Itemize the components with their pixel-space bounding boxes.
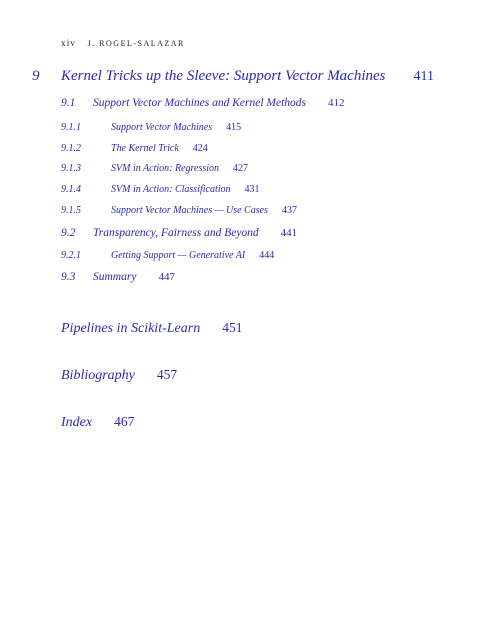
back-matter-page: 451 bbox=[222, 320, 243, 335]
entry-number: 9.1.2 bbox=[61, 143, 81, 154]
entry-title: Summary bbox=[93, 271, 137, 283]
back-matter-title: Bibliography bbox=[61, 368, 135, 383]
entry-number: 9.2 bbox=[61, 227, 76, 239]
entry-title: SVM in Action: Classification bbox=[111, 184, 231, 195]
entry-page: 427 bbox=[233, 163, 249, 174]
toc-chapter-9[interactable] bbox=[32, 68, 434, 85]
toc-back-matter[interactable] bbox=[61, 320, 242, 337]
toc-entry[interactable] bbox=[61, 143, 208, 154]
entry-title: Support Vector Machines — Use Cases bbox=[111, 205, 268, 216]
chapter-page: 411 bbox=[413, 69, 434, 84]
toc-entry[interactable] bbox=[61, 97, 345, 109]
entry-number: 9.1.4 bbox=[61, 184, 81, 195]
back-matter-page: 457 bbox=[156, 367, 178, 382]
entry-number: 9.3 bbox=[61, 271, 76, 283]
toc-back-matter[interactable] bbox=[61, 414, 134, 431]
chapter-number: 9 bbox=[32, 68, 40, 84]
entry-page: 424 bbox=[192, 143, 208, 154]
header-author: J. ROGEL-SALAZAR bbox=[87, 39, 185, 48]
toc-entry[interactable] bbox=[61, 227, 297, 239]
entry-number: 9.2.1 bbox=[61, 250, 81, 261]
entry-title: Transparency, Fairness and Beyond bbox=[93, 227, 259, 239]
entry-page: 415 bbox=[226, 122, 242, 133]
running-header bbox=[61, 38, 185, 48]
entry-number: 9.1.1 bbox=[61, 122, 81, 133]
entry-page: 431 bbox=[244, 184, 260, 195]
entry-title: Support Vector Machines and Kernel Methods bbox=[93, 97, 307, 109]
entry-title: Getting Support — Generative AI bbox=[111, 250, 246, 261]
entry-title: SVM in Action: Regression bbox=[111, 163, 220, 174]
toc-entry[interactable] bbox=[61, 205, 297, 216]
entry-page: 447 bbox=[158, 271, 175, 283]
entry-page: 444 bbox=[259, 250, 275, 261]
entry-page: 412 bbox=[328, 97, 345, 109]
entry-number: 9.1.5 bbox=[61, 205, 81, 216]
toc-entry[interactable] bbox=[61, 271, 175, 283]
toc-entry[interactable] bbox=[61, 184, 260, 195]
entry-title: The Kernel Trick bbox=[111, 143, 179, 154]
back-matter-title: Index bbox=[61, 415, 93, 430]
toc-entry[interactable] bbox=[61, 163, 248, 174]
entry-title: Support Vector Machines bbox=[111, 122, 213, 133]
toc-entry[interactable] bbox=[61, 250, 274, 261]
header-page-number: xiv bbox=[61, 38, 77, 48]
entry-number: 9.1.3 bbox=[61, 163, 81, 174]
back-matter-page: 467 bbox=[114, 414, 135, 429]
back-matter-title: Pipelines in Scikit-Learn bbox=[61, 321, 201, 336]
entry-page: 441 bbox=[280, 227, 298, 239]
entry-page: 437 bbox=[281, 205, 297, 216]
toc-back-matter[interactable] bbox=[61, 367, 177, 384]
chapter-title: Kernel Tricks up the Sleeve: Support Vector Machines bbox=[61, 68, 386, 84]
toc-entry[interactable] bbox=[61, 122, 241, 133]
entry-number: 9.1 bbox=[61, 97, 76, 109]
